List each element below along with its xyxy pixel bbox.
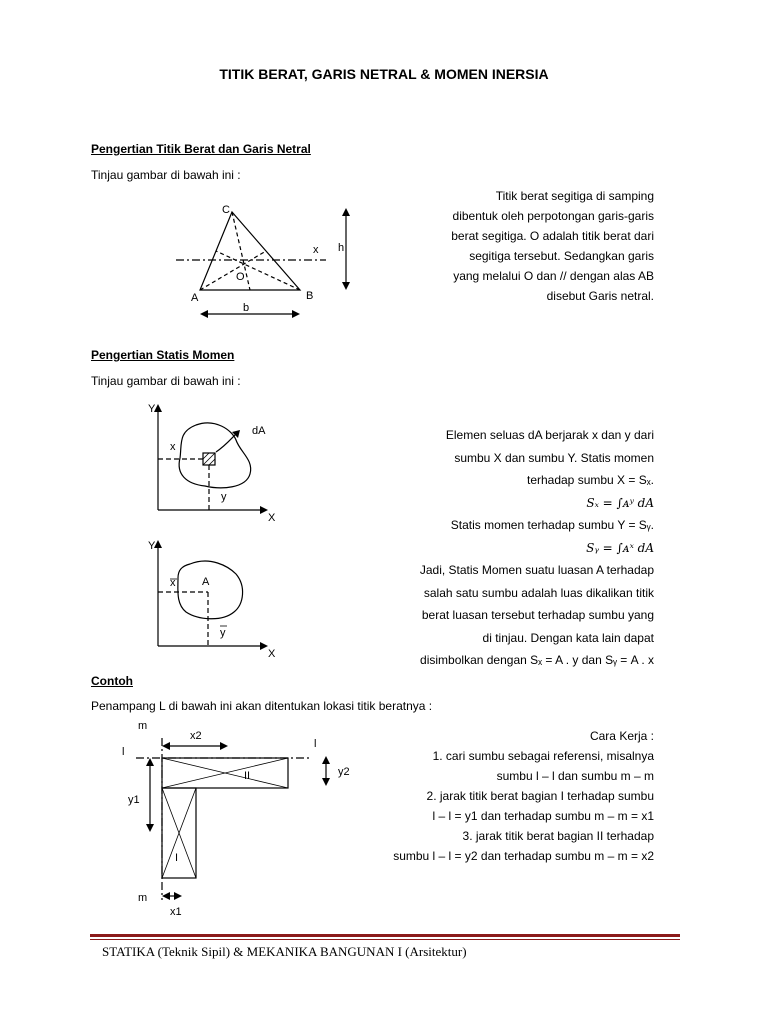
footer-rule [90,934,680,937]
text-line: sumbu l – l = y2 dan terhadap sumbu m – m = x2 [393,849,654,863]
xbar-label: x [170,577,176,589]
text-line: 1. cari sumbu sebagai referensi, misalnya [432,749,654,763]
axis-label-l-left: l [122,746,125,758]
axis-label-x: x [313,244,319,256]
text-line: sumbu X dan sumbu Y. Statis momen [454,450,654,465]
footer-rule-thin [90,939,680,940]
section-heading-contoh: Contoh [91,674,133,688]
section-intro: Tinjau gambar di bawah ini : [91,168,241,182]
formula-sx: Sₓ = ∫ᴀʸ dA [586,495,654,510]
centroid-label-o: O [236,271,245,283]
part-label-ii: II [244,770,251,782]
section-intro: Penampang L di bawah ini akan ditentukan lokasi titik beratnya : [91,699,433,713]
x-distance-label: x [170,441,176,453]
y-axis-label: Y [148,403,156,415]
text-line: Elemen seluas dA berjarak x dan y dari [445,428,654,442]
text-line: disimbolkan dengan Sₓ = A . y dan Sᵧ = A . x [420,653,654,667]
text-line: dibentuk oleh perpotongan garis-garis [452,209,654,223]
x-axis-label: X [268,512,276,524]
text-line: Jadi, Statis Momen suatu luasan A terhadap [419,563,654,577]
part-label-i: I [175,852,179,864]
text-line: berat luasan tersebut terhadap sumbu yang [421,608,654,622]
text-line: 2. jarak titik berat bagian I terhadap sumbu [426,789,654,803]
area-label-a: A [202,576,210,588]
vertex-label-c: C [222,204,230,216]
text-line: salah satu sumbu adalah luas dikalikan titik [423,585,654,600]
text-line: 3. jarak titik berat bagian II terhadap [462,829,654,843]
text-line: terhadap sumbu X = Sₓ. [526,473,654,487]
axis-label-l-right: l [314,738,317,750]
section-heading-statis-momen: Pengertian Statis Momen [91,348,235,362]
section-heading-titik-berat: Pengertian Titik Berat dan Garis Netral [91,142,311,156]
page-title: TITIK BERAT, GARIS NETRAL & MOMEN INERSIA [219,66,549,82]
dimension-label-y2: y2 [338,766,350,778]
height-label-h: h [338,242,345,254]
text-line: disebut Garis netral. [546,289,654,303]
axis-label-m-top: m [138,720,148,732]
text-line: Titik berat segitiga di samping [495,189,654,203]
vertex-label-a: A [191,292,199,304]
axis-label-m-bottom: m [138,892,148,904]
text-line: Statis momen terhadap sumbu Y = Sᵧ. [450,518,654,532]
text-line: sumbu l – l dan sumbu m – m [496,769,654,783]
text-line: yang melalui O dan // dengan alas AB [453,269,654,283]
da-label: dA [252,425,266,437]
dimension-label-y1: y1 [128,794,140,806]
section-intro: Tinjau gambar di bawah ini : [91,374,241,388]
text-line: l – l = y1 dan terhadap sumbu m – m = x1 [432,809,654,823]
formula-sy: Sᵧ = ∫ᴀˣ dA [586,540,654,555]
x-axis-label: X [268,648,276,660]
base-label-b: b [243,302,250,314]
ybar-label: y [220,627,226,639]
y-distance-label: y [221,491,227,503]
footer-text: STATIKA (Teknik Sipil) & MEKANIKA BANGUNAN I (Arsitektur) [102,944,467,959]
dimension-label-x2: x2 [190,730,202,742]
text-line: di tinjau. Dengan kata lain dapat [482,630,654,645]
vertex-label-b: B [306,290,314,302]
y-axis-label: Y [148,540,156,552]
dimension-label-x1: x1 [170,906,182,918]
text-line: berat segitiga. O adalah titik berat dari [451,229,654,243]
text-line: Cara Kerja : [589,729,654,743]
text-line: segitiga tersebut. Sedangkan garis [469,249,654,263]
